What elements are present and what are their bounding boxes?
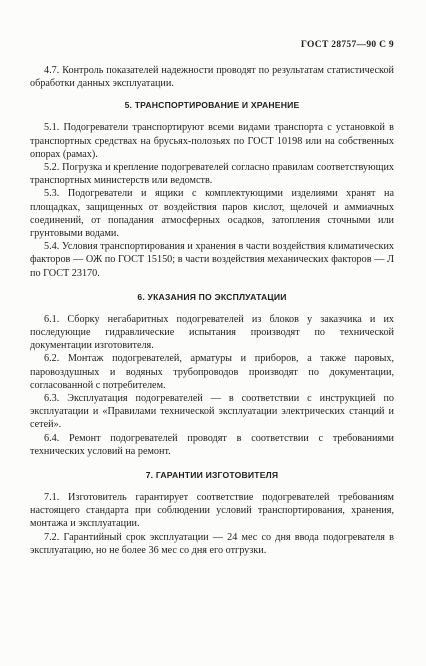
paragraph-6-4: 6.4. Ремонт подогревателей проводят в соответствии с требованиями технических условий на ремонт.: [30, 432, 394, 457]
paragraph-6-1: 6.1. Сборку негабаритных подогревателей из блоков у заказчика и их последующие гидравлические испытания производят по технической документации изготовителя.: [30, 313, 394, 352]
paragraph-5-2: 5.2. Погрузка и крепление подогревателей согласно правилам соответствующих транспортных министерств или ведомств.: [30, 162, 394, 187]
section-5-title: 5. ТРАНСПОРТИРОВАНИЕ И ХРАНЕНИЕ: [124, 100, 300, 111]
page-header: ГОСТ 28757—90 С 9: [300, 40, 394, 50]
paragraph-6-3: 6.3. Эксплуатация подогревателей — в соответствии с инструкцией по эксплуатации и «Правилами технической эксплуатации электрических станций и сетей».: [30, 393, 394, 431]
section-6-title: 6. УКАЗАНИЯ ПО ЭКСПЛУАТАЦИИ: [137, 291, 287, 302]
paragraph-7-1: 7.1. Изготовитель гарантирует соответствие подогревателей требованиям настоящего стандарта при соблюдении условий транспортирования, хранения, монтажа и эксплуатации.: [30, 492, 394, 530]
section-7-title: 7. ГАРАНТИИ ИЗГОТОВИТЕЛЯ: [145, 470, 279, 481]
paragraph-5-1: 5.1. Подогреватели транспортируют всеми видами транспорта с установкой в транспортных средствах на брусьях-полозьях по ГОСТ 10198 или на собственных опорах (рамах).: [30, 122, 394, 160]
paragraph-5-4: 5.4. Условия транспортирования и хранения в части воздействия климатических факторов — ОЖ по ГОСТ 15150; в части воздействия механических факторов — Л по ГОСТ 23170.: [30, 241, 394, 279]
paragraph-7-2: 7.2. Гарантийный срок эксплуатации — 24 мес со дня ввода подогревателя в эксплуатацию, но не более 36 мес со дня его отгрузки.: [30, 531, 394, 556]
paragraph-5-3: 5.3. Подогреватели и ящики с комплектующими изделиями хранят на площадках, защищенных от воздействия паров кислот, щелочей и аммиачных соединений, от попадания атмосферных осадков, затопления сточными или грунтовыми водами.: [30, 188, 394, 240]
paragraph-6-2: 6.2. Монтаж подогревателей, арматуры и приборов, а также паровых, паровоздушных и водяных трубопроводов производят по документации, согласованной с потребителем.: [30, 353, 394, 391]
page-body: [30, 64, 394, 557]
paragraph-4-7: 4.7. Контроль показателей надежности проводят по результатам статистической обработки данных эксплуатации.: [30, 65, 394, 90]
